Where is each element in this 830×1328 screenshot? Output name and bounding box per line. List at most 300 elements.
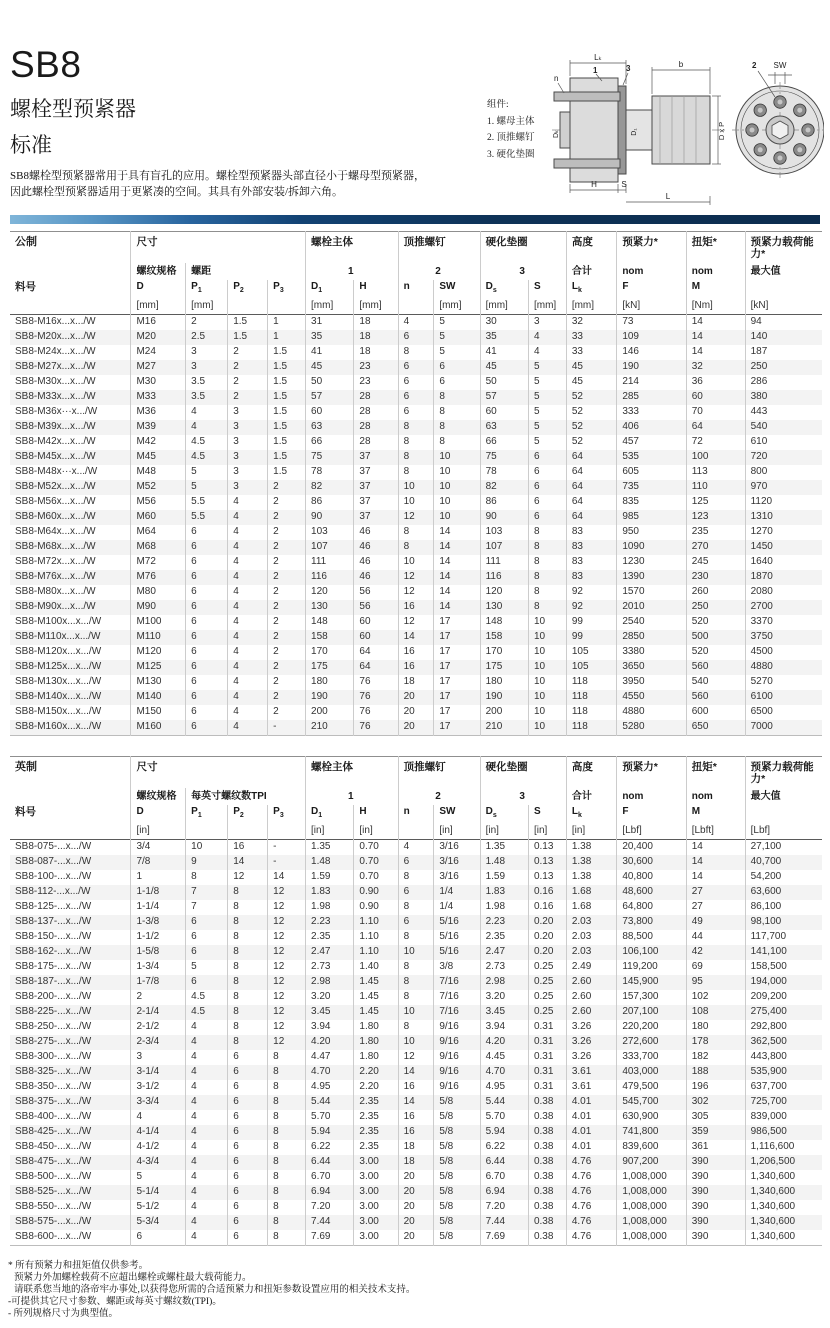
part-number-cell: SB8-M150x...x.../W [15, 706, 102, 717]
value-cell: M140 [131, 690, 186, 705]
value-cell: 41 [306, 345, 354, 360]
value-cell: 8 [186, 870, 228, 885]
value-cell: 0.90 [354, 885, 398, 900]
symbol-header: S [528, 280, 566, 299]
symbol-header: SW [434, 280, 480, 299]
value-cell: 118 [566, 705, 616, 720]
value-cell: 100 [686, 450, 745, 465]
value-cell: 2 [228, 375, 268, 390]
group-header: 高度 [566, 232, 616, 263]
value-cell: 64 [354, 660, 398, 675]
value-cell: 1.59 [480, 870, 528, 885]
value-cell: 200 [480, 705, 528, 720]
value-cell: 2.03 [566, 915, 616, 930]
value-cell: 6 [186, 615, 228, 630]
value-cell: 16 [398, 660, 434, 675]
sub-header: nom [686, 263, 745, 280]
value-cell: 1.48 [306, 855, 354, 870]
value-cell: 637,700 [745, 1080, 822, 1095]
table-row [10, 390, 822, 405]
value-cell: 3.00 [354, 1230, 398, 1246]
symbol-header: $P_2$ [228, 805, 268, 824]
value-cell: 6 [186, 720, 228, 736]
value-cell: 140 [745, 330, 822, 345]
value-cell: 8 [268, 1065, 306, 1080]
value-cell: 3.00 [354, 1185, 398, 1200]
dim-label-n: n [554, 74, 559, 83]
description-line: 因此螺栓型预紧器适用于更紧凑的空间。其具有外部安装/拆卸六角。 [10, 186, 344, 199]
value-cell: 54,200 [745, 870, 822, 885]
value-cell: 520 [686, 615, 745, 630]
value-cell: 0.25 [528, 990, 566, 1005]
value-cell: 2010 [617, 600, 686, 615]
value-cell: 5/8 [434, 1125, 480, 1140]
value-cell: M24 [131, 345, 186, 360]
value-cell: 839,600 [617, 1140, 686, 1155]
value-cell: 0.16 [528, 900, 566, 915]
value-cell: 3/16 [434, 870, 480, 885]
value-cell: 2-1/4 [131, 1005, 186, 1020]
value-cell: 605 [617, 465, 686, 480]
value-cell: 4 [186, 1110, 228, 1125]
value-cell: 170 [306, 645, 354, 660]
value-cell: 190 [480, 690, 528, 705]
value-cell: 0.13 [528, 855, 566, 870]
value-cell: 1.68 [566, 900, 616, 915]
value-cell: 2 [268, 570, 306, 585]
part-number-cell: SB8-M42x...x.../W [15, 436, 96, 447]
value-cell: 14 [434, 540, 480, 555]
value-cell: 2540 [617, 615, 686, 630]
value-cell: 2 [268, 540, 306, 555]
value-cell: 52 [566, 405, 616, 420]
unit-label: [mm] [354, 299, 398, 315]
value-cell: 2 [268, 660, 306, 675]
value-cell: 2.60 [566, 990, 616, 1005]
value-cell: 741,800 [617, 1125, 686, 1140]
part-number-cell: SB8-150-...x.../W [15, 931, 92, 942]
value-cell: 8 [268, 1140, 306, 1155]
value-cell: 2 [268, 630, 306, 645]
value-cell: 120 [306, 585, 354, 600]
value-cell: 148 [306, 615, 354, 630]
value-cell: 7 [186, 885, 228, 900]
value-cell: 4 [228, 585, 268, 600]
legend-item: 1. 螺母主体 [487, 116, 535, 127]
value-cell: 230 [686, 570, 745, 585]
value-cell: 20 [398, 1200, 434, 1215]
value-cell: 6.70 [306, 1170, 354, 1185]
value-cell: 650 [686, 720, 745, 736]
symbol-header: F [617, 280, 686, 299]
value-cell: 2 [186, 314, 228, 330]
part-number-cell: SB8-550-...x.../W [15, 1201, 92, 1212]
value-cell: 148 [480, 615, 528, 630]
value-cell: 4 [186, 1065, 228, 1080]
value-cell: 141,100 [745, 945, 822, 960]
value-cell: 6 [228, 1095, 268, 1110]
value-cell: M160 [131, 720, 186, 736]
unit-label: [kN] [617, 299, 686, 315]
value-cell: 0.25 [528, 1005, 566, 1020]
part-number-cell: SB8-M130x...x.../W [15, 676, 102, 687]
table-row [10, 705, 822, 720]
sub-header: nom [686, 788, 745, 805]
value-cell: 8 [228, 1035, 268, 1050]
value-cell: 7/16 [434, 975, 480, 990]
value-cell: 8 [268, 1080, 306, 1095]
value-cell: 2700 [745, 600, 822, 615]
value-cell: 14 [268, 870, 306, 885]
value-cell: 245 [686, 555, 745, 570]
table-row [10, 1140, 822, 1155]
value-cell: 1270 [745, 525, 822, 540]
value-cell: 479,500 [617, 1080, 686, 1095]
sub-header: 螺纹规格 [131, 788, 186, 805]
unit-label: [mm] [131, 299, 186, 315]
value-cell: 6 [228, 1170, 268, 1185]
value-cell: M27 [131, 360, 186, 375]
value-cell: 86 [306, 495, 354, 510]
value-cell: 6.94 [480, 1185, 528, 1200]
unit-label: [mm] [186, 299, 228, 315]
value-cell: 1.5 [268, 405, 306, 420]
part-number-cell: SB8-600-...x.../W [15, 1231, 92, 1242]
value-cell: 292,800 [745, 1020, 822, 1035]
value-cell: 37 [354, 465, 398, 480]
table-row [10, 1050, 822, 1065]
value-cell: 5/16 [434, 945, 480, 960]
value-cell: 92 [566, 585, 616, 600]
value-cell: 6 [228, 1155, 268, 1170]
value-cell: 3950 [617, 675, 686, 690]
value-cell: 333 [617, 405, 686, 420]
value-cell: 57 [306, 390, 354, 405]
unit-label: [mm] [434, 299, 480, 315]
value-cell: 23 [354, 360, 398, 375]
value-cell: 3/4 [131, 839, 186, 855]
part-number-cell: SB8-M125x...x.../W [15, 661, 102, 672]
value-cell: 3/16 [434, 839, 480, 855]
value-cell: 361 [686, 1140, 745, 1155]
value-cell: 8 [434, 420, 480, 435]
symbol-header: M [686, 280, 745, 299]
value-cell: 92 [566, 600, 616, 615]
value-cell: 3.5 [186, 375, 228, 390]
dim-label-sw: SW [773, 61, 787, 70]
imperial-spec [10, 756, 822, 1246]
value-cell: 3.45 [306, 1005, 354, 1020]
value-cell: 8 [434, 435, 480, 450]
part-number-cell: SB8-M20x...x.../W [15, 331, 96, 342]
value-cell: 250 [686, 600, 745, 615]
value-cell: 6.22 [306, 1140, 354, 1155]
value-cell: 49 [686, 915, 745, 930]
value-cell: 4 [228, 705, 268, 720]
value-cell: 125 [686, 495, 745, 510]
value-cell: 40,800 [617, 870, 686, 885]
group-header: 硬化垫圈 [480, 232, 566, 263]
value-cell: 28 [354, 435, 398, 450]
value-cell: 123 [686, 510, 745, 525]
value-cell: 48,600 [617, 885, 686, 900]
value-cell: 3.45 [480, 1005, 528, 1020]
part-number-cell: SB8-575-...x.../W [15, 1216, 92, 1227]
value-cell: 73 [617, 314, 686, 330]
value-cell: M130 [131, 675, 186, 690]
value-cell: 175 [480, 660, 528, 675]
value-cell: 8 [434, 390, 480, 405]
value-cell: 14 [686, 839, 745, 855]
value-cell: 2.23 [480, 915, 528, 930]
value-cell: 17 [434, 630, 480, 645]
value-cell: 20 [398, 705, 434, 720]
value-cell: 42 [686, 945, 745, 960]
symbol-header: $D_s$ [480, 280, 528, 299]
value-cell: 52 [566, 420, 616, 435]
value-cell: 1.68 [566, 885, 616, 900]
value-cell: 0.70 [354, 839, 398, 855]
unit-label: [kN] [745, 299, 822, 315]
value-cell: 0.31 [528, 1065, 566, 1080]
value-cell: 5.94 [306, 1125, 354, 1140]
value-cell: 32 [686, 360, 745, 375]
table-row [10, 435, 822, 450]
table-row [10, 1065, 822, 1080]
part-number-header: 料号 [15, 281, 36, 293]
part-number-cell: SB8-M160x...x.../W [15, 721, 102, 732]
value-cell: 8 [398, 900, 434, 915]
metric-table [10, 231, 822, 736]
value-cell: 4.01 [566, 1140, 616, 1155]
value-cell: 5.5 [186, 495, 228, 510]
value-cell: 8 [228, 930, 268, 945]
table-row [10, 570, 822, 585]
value-cell: 106,100 [617, 945, 686, 960]
value-cell: 5 [186, 960, 228, 975]
value-cell: 1/4 [434, 900, 480, 915]
value-cell: 2.60 [566, 975, 616, 990]
value-cell: 6 [186, 540, 228, 555]
value-cell: 7.69 [306, 1230, 354, 1246]
unit-label: [mm] [566, 299, 616, 315]
part-number-cell: SB8-300-...x.../W [15, 1051, 92, 1062]
value-cell: 1.5 [228, 330, 268, 345]
value-cell: 102 [686, 990, 745, 1005]
value-cell: 46 [354, 570, 398, 585]
value-cell: 10 [528, 720, 566, 736]
value-cell: 5.94 [480, 1125, 528, 1140]
symbol-header: $D_s$ [480, 805, 528, 824]
value-cell: 14 [434, 555, 480, 570]
value-cell: 390 [686, 1170, 745, 1185]
value-cell: 12 [398, 510, 434, 525]
value-cell: 28 [354, 420, 398, 435]
value-cell: 210 [306, 720, 354, 736]
value-cell: 8 [398, 435, 434, 450]
table-row [10, 1215, 822, 1230]
value-cell: 0.90 [354, 900, 398, 915]
table-row [10, 1185, 822, 1200]
value-cell: 4.5 [186, 990, 228, 1005]
value-cell: 2 [268, 615, 306, 630]
value-cell: 6.22 [480, 1140, 528, 1155]
value-cell: 14 [398, 630, 434, 645]
value-cell: 3.00 [354, 1155, 398, 1170]
value-cell: 14 [434, 570, 480, 585]
value-cell: 3 [228, 405, 268, 420]
value-cell: 2.35 [480, 930, 528, 945]
value-cell: M80 [131, 585, 186, 600]
value-cell: 0.38 [528, 1095, 566, 1110]
value-cell: 2 [268, 510, 306, 525]
value-cell: 64,800 [617, 900, 686, 915]
value-cell: 2.35 [354, 1125, 398, 1140]
value-cell: 20 [398, 1185, 434, 1200]
value-cell: 12 [268, 975, 306, 990]
value-cell: 5/8 [434, 1230, 480, 1246]
value-cell: 5.44 [306, 1095, 354, 1110]
part-number-cell: SB8-M100x...x.../W [15, 616, 102, 627]
symbol-header: $L_k$ [566, 805, 616, 824]
value-cell: 6 [398, 915, 434, 930]
metric-spec [10, 231, 822, 736]
value-cell: 3-3/4 [131, 1095, 186, 1110]
value-cell: 8 [434, 405, 480, 420]
part-number-cell: SB8-M76x...x.../W [15, 571, 96, 582]
value-cell: 443,800 [745, 1050, 822, 1065]
table-row [10, 525, 822, 540]
value-cell: 18 [354, 345, 398, 360]
sub-header: nom [617, 788, 686, 805]
dim-label-lk: Lₖ [594, 53, 602, 62]
value-cell: 8 [268, 1095, 306, 1110]
value-cell: 8 [268, 1230, 306, 1246]
value-cell: 3/8 [434, 960, 480, 975]
value-cell: 6 [186, 930, 228, 945]
unit-label [398, 824, 434, 840]
sub-header: 1 [306, 788, 399, 805]
value-cell: 8 [228, 885, 268, 900]
value-cell: 5 [186, 480, 228, 495]
value-cell: 6 [228, 1200, 268, 1215]
value-cell: 7.20 [480, 1200, 528, 1215]
value-cell: 1.5 [268, 420, 306, 435]
value-cell: 6 [186, 975, 228, 990]
value-cell: 75 [306, 450, 354, 465]
value-cell: 8 [528, 600, 566, 615]
value-cell: 4 [228, 660, 268, 675]
value-cell: 9/16 [434, 1065, 480, 1080]
value-cell: 390 [686, 1155, 745, 1170]
value-cell: 6 [434, 360, 480, 375]
value-cell: 60 [354, 630, 398, 645]
value-cell: 2 [268, 555, 306, 570]
value-cell: 5/8 [434, 1215, 480, 1230]
part-number-cell: SB8-M36x···x.../W [15, 406, 98, 417]
value-cell: 17 [434, 690, 480, 705]
value-cell: 111 [480, 555, 528, 570]
unit-label: [in] [480, 824, 528, 840]
value-cell: 3 [186, 360, 228, 375]
value-cell: 37 [354, 450, 398, 465]
value-cell: 5-1/4 [131, 1185, 186, 1200]
unit-label: [in] [566, 824, 616, 840]
part-number-cell: SB8-225-...x.../W [15, 1006, 92, 1017]
sub-header: 2 [398, 263, 480, 280]
value-cell: 4 [186, 1215, 228, 1230]
value-cell: 10 [186, 839, 228, 855]
value-cell: 45 [566, 375, 616, 390]
value-cell: 4-3/4 [131, 1155, 186, 1170]
value-cell: 18 [398, 675, 434, 690]
value-cell: 6 [186, 945, 228, 960]
value-cell: 950 [617, 525, 686, 540]
group-header: 预紧力* [617, 757, 686, 788]
unit-label: [in] [434, 824, 480, 840]
table-row [10, 1200, 822, 1215]
value-cell: 3370 [745, 615, 822, 630]
value-cell: 9/16 [434, 1035, 480, 1050]
value-cell: 5/8 [434, 1185, 480, 1200]
value-cell: 10 [398, 555, 434, 570]
value-cell: 1,008,000 [617, 1215, 686, 1230]
value-cell: 4 [186, 1140, 228, 1155]
value-cell: 18 [354, 314, 398, 330]
part-number-cell: SB8-187-...x.../W [15, 976, 92, 987]
unit-label: [mm] [528, 299, 566, 315]
value-cell: 10 [398, 495, 434, 510]
value-cell: 1.5 [268, 390, 306, 405]
value-cell: 540 [745, 420, 822, 435]
value-cell: 6 [528, 495, 566, 510]
value-cell: 1-3/4 [131, 960, 186, 975]
value-cell: 6 [186, 570, 228, 585]
value-cell: 66 [480, 435, 528, 450]
value-cell: 2 [228, 360, 268, 375]
value-cell: 4.47 [306, 1050, 354, 1065]
table-row [10, 870, 822, 885]
value-cell: 12 [398, 570, 434, 585]
table-row [10, 1080, 822, 1095]
value-cell: 1390 [617, 570, 686, 585]
unit-label: [Lbf] [617, 824, 686, 840]
value-cell: 6.44 [480, 1155, 528, 1170]
value-cell: 83 [566, 570, 616, 585]
value-cell: 305 [686, 1110, 745, 1125]
value-cell: 158 [480, 630, 528, 645]
value-cell: 6 [186, 525, 228, 540]
value-cell: 3380 [617, 645, 686, 660]
value-cell: 33 [566, 330, 616, 345]
value-cell: - [268, 855, 306, 870]
value-cell: 10 [398, 1035, 434, 1050]
value-cell: 1,340,600 [745, 1170, 822, 1185]
value-cell: 116 [306, 570, 354, 585]
value-cell: 4 [186, 1170, 228, 1185]
value-cell: 403,000 [617, 1065, 686, 1080]
value-cell: 4 [228, 495, 268, 510]
value-cell: 6 [186, 660, 228, 675]
value-cell: 3.94 [480, 1020, 528, 1035]
page-subtitle: 螺栓型预紧器 [10, 97, 136, 121]
table-row [10, 915, 822, 930]
sub-header: 3 [480, 263, 566, 280]
value-cell: 30 [480, 314, 528, 330]
value-cell: 7/8 [131, 855, 186, 870]
group-header: 顶推螺钉 [398, 232, 480, 263]
part-number-cell: SB8-M80x...x.../W [15, 586, 96, 597]
